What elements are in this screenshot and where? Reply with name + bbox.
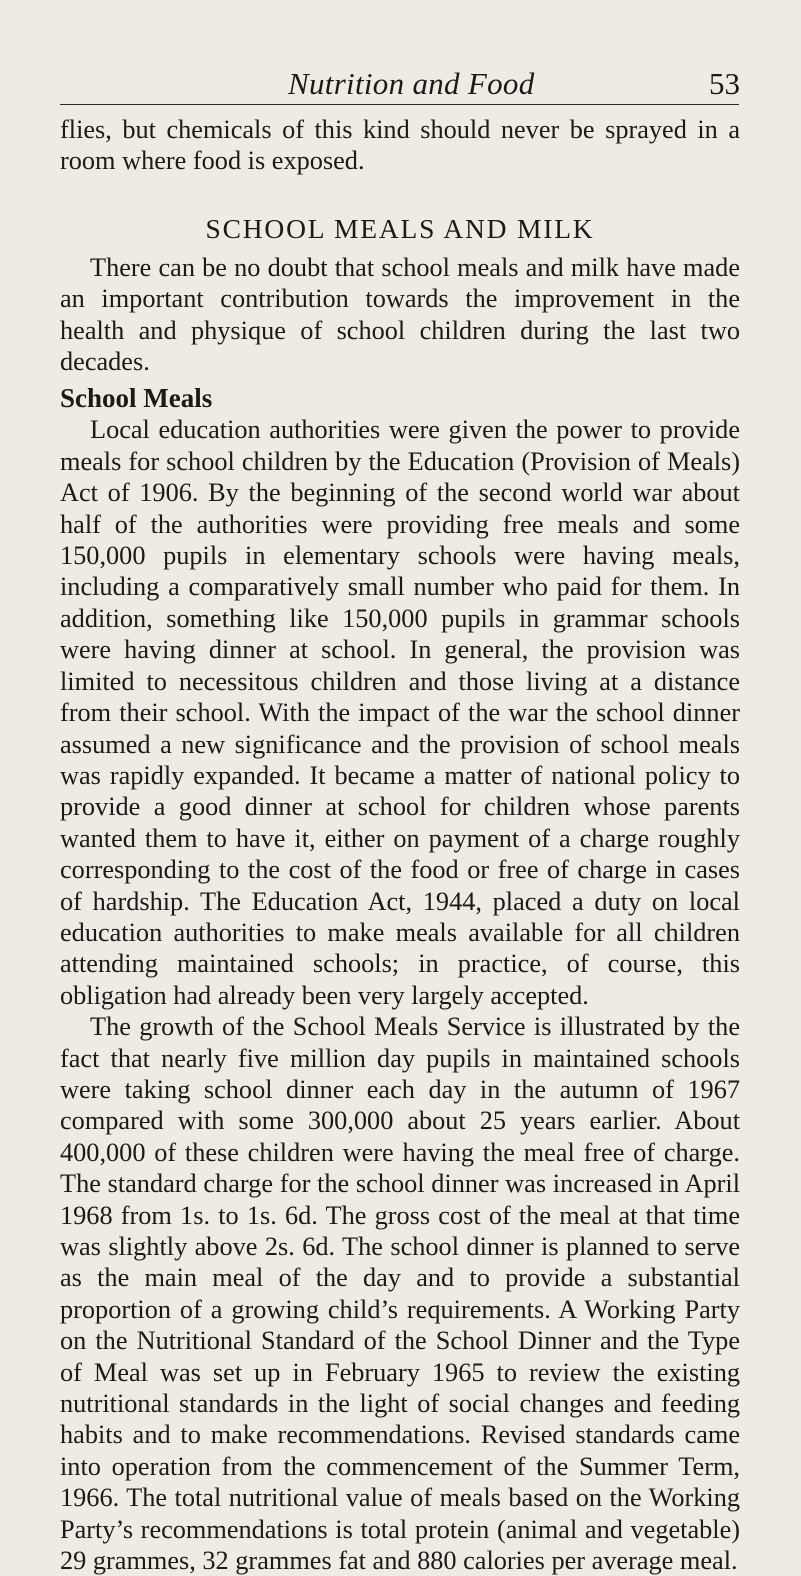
- body-text: [60, 114, 740, 1576]
- running-head: [60, 66, 740, 106]
- paragraph: Local education authorities were given the power to provide meals for school children by the Education (Provision of Meals) Act of 1906. By the beginning of the second world war about half of the authorities were providing free meals and some 150,000 pupils in elementary schools were having meals, including a comparatively small number who paid for them. In addition, something like 150,000 pupils in grammar schools were having dinner at school. In general, the provision was limited to necessitous children and those living at a distance from their school. With the impact of the war the school dinner assumed a new significance and the provision of school meals was rapidly expanded. It became a matter of national policy to provide a good dinner at school for children whose parents wanted them to have it, either on payment of a charge roughly corresponding to the cost of the food or free of charge in cases of hardship. The Education Act, 1944, placed a duty on local education authorities to make meals available for all children attending maintained schools; in practice, of course, this obligation had already been very largely accepted.: [60, 415, 740, 1010]
- subsection-heading: School Meals: [60, 383, 213, 414]
- continuation-paragraph: flies, but chemicals of this kind should never be sprayed in a room where food is exposed.: [60, 115, 740, 176]
- header-rule: [60, 104, 739, 105]
- intro-paragraph: There can be no doubt that school meals and milk have made an important contribution towards the improvement in the health and physique of school children during the last two decades.: [60, 252, 740, 377]
- running-title: Nutrition and Food: [288, 66, 535, 101]
- page-number: 53: [709, 66, 740, 101]
- section-heading: SCHOOL MEALS AND MILK: [205, 212, 595, 244]
- paragraph: The growth of the School Meals Service is illustrated by the fact that nearly five million day pupils in maintained schools were taking school dinner each day in the autumn of 1967 compared with some 300,000 about 25 years earlier. About 400,000 of these children were having the meal free of charge. The standard charge for the school dinner was increased in April 1968 from 1s. to 1s. 6d. The gross cost of the meal at that time was slightly above 2s. 6d. The school dinner is planned to serve as the main meal of the day and to provide a substantial proportion of a growing child’s requirements. A Working Party on the Nutritional Standard of the School Dinner and the Type of Meal was set up in February 1965 to review the existing nutritional standards in the light of social changes and feeding habits and to make recommendations. Revised standards came into operation from the commencement of the Summer Term, 1966. The total nutritional value of meals based on the Working Party’s recommendations is total protein (animal and vegetable) 29 grammes, 32 grammes fat and 880 calories per average meal.: [60, 1012, 740, 1576]
